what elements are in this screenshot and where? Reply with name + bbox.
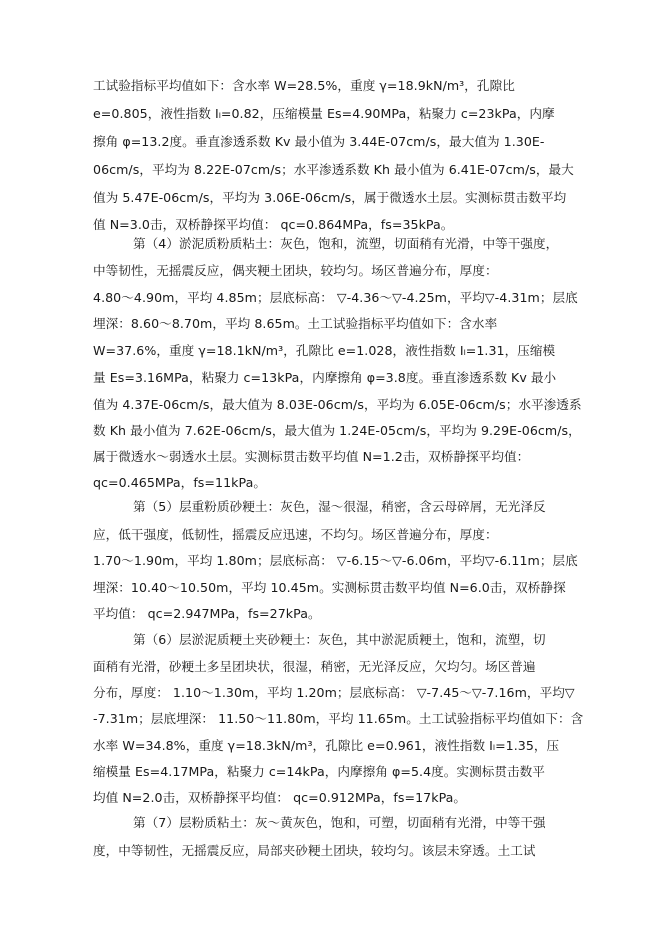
text-line: 均值 N=2.0击，双桥静探平均值： qc=0.912MPa，fs=17kPa。 xyxy=(93,790,467,805)
paragraph-start-line: 第（5）层重粉质砂粳土：灰色，湿～很湿，稍密，含云母碎屑，无光泽反 xyxy=(133,499,546,514)
paragraph-start-line: 第（6）层淤泥质粳土夹砂粳土：灰色，其中淤泥质粳土，饱和，流塑，切 xyxy=(133,632,546,647)
text-line: 值为 5.47E-06cm/s，平均为 3.06E-06cm/s，属于微透水土层。实测标贯击数平均 xyxy=(93,190,567,205)
text-line: 1.70～1.90m，平均 1.80m；层底标高： ▽-6.15～▽-6.06m，平均▽-6.11m；层底 xyxy=(93,553,578,568)
text-line: 缩模量 Es=4.17MPa，粘聚力 c=14kPa，内摩擦角 φ=5.4度。实测标贯击数平 xyxy=(93,764,545,779)
text-line: 埋深：8.60～8.70m，平均 8.65m。土工试验指标平均值如下：含水率 xyxy=(93,316,498,331)
text-line: 面稍有光滑，砂粳土多呈团块状，很湿，稍密，无光泽反应，欠均匀。场区普遍 xyxy=(93,659,536,674)
text-line: 擦角 φ=13.2度。垂直渗透系数 Kv 最小值为 3.44E-07cm/s，最大值为 1.30E- xyxy=(93,134,545,149)
text-line: W=37.6%，重度 γ=18.1kN/m³，孔隙比 e=1.028，液性指数 Iₗ=1.31，压缩模 xyxy=(93,343,556,358)
text-line: 埋深：10.40～10.50m，平均 10.45m。实测标贯击数平均值 N=6.0击，双桥静探 xyxy=(93,580,566,595)
paragraph-start-line: 第（7）层粉质粘土：灰～黄灰色，饱和，可塑，切面稍有光滑，中等干强 xyxy=(133,815,546,830)
text-line: 量 Es=3.16MPa，粘聚力 c=13kPa，内摩擦角 φ=3.8度。垂直渗透系数 Kv 最小 xyxy=(93,370,557,385)
text-line: qc=0.465MPa，fs=11kPa。 xyxy=(93,475,266,490)
text-line: 数 Kh 最小值为 7.62E-06cm/s，最大值为 1.24E-05cm/s，平均为 9.29E-06cm/s， xyxy=(93,423,581,438)
text-line: 06cm/s，平均为 8.22E-07cm/s；水平渗透系数 Kh 最小值为 6.41E-07cm/s，最大 xyxy=(93,162,574,177)
text-line: 平均值： qc=2.947MPa，fs=27kPa。 xyxy=(93,606,321,621)
text-line: 水率 W=34.8%，重度 γ=18.3kN/m³，孔隙比 e=0.961，液性指数 Iₗ=1.35，压 xyxy=(93,738,560,753)
paragraph-start-line: 第（4）淤泥质粉质粘土：灰色，饱和，流塑，切面稍有光滑，中等干强度， xyxy=(133,236,559,251)
text-line: 应，低干强度，低韧性，摇震反应迅速，不均匀。场区普遍分布，厚度： xyxy=(93,527,498,542)
text-line: 属于微透水～弱透水土层。实测标贯击数平均值 N=1.2击，双桥静探平均值： xyxy=(93,449,530,464)
text-line: e=0.805，液性指数 Iₗ=0.82，压缩模量 Es=4.90MPa，粘聚力 c=23kPa，内摩 xyxy=(93,106,555,121)
text-line: 中等韧性，无摇震反应，偶夹粳土团块，较均匀。场区普遍分布，厚度： xyxy=(93,263,498,278)
text-line: -7.31m；层底埋深： 11.50～11.80m，平均 11.65m。土工试验指标平均值如下：含 xyxy=(93,711,584,726)
text-line: 度，中等韧性，无摇震反应，局部夹砂粳土团块，较均匀。该层未穿透。土工试 xyxy=(93,843,536,858)
text-line: 值 N=3.0击，双桥静探平均值： qc=0.864MPa，fs=35kPa。 xyxy=(93,217,454,232)
text-line: 分布，厚度： 1.10～1.30m，平均 1.20m；层底标高： ▽-7.45～▽-7.16m，平均▽ xyxy=(93,685,575,700)
text-line: 值为 4.37E-06cm/s，最大值为 8.03E-06cm/s，平均为 6.05E-06cm/s；水平渗透系 xyxy=(93,397,582,412)
text-line: 4.80～4.90m，平均 4.85m；层底标高： ▽-4.36～▽-4.25m，平均▽-4.31m；层底 xyxy=(93,290,578,305)
text-line: 工试验指标平均值如下：含水率 W=28.5%，重度 γ=18.9kN/m³，孔隙比 xyxy=(93,78,515,93)
